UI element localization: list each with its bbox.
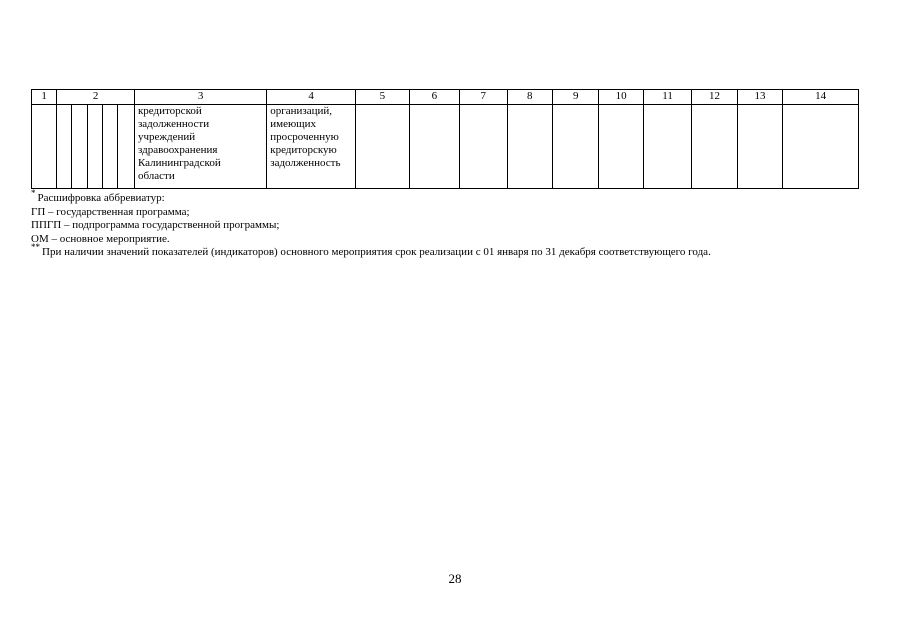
cell-line: организаций, [270,105,333,117]
table-cell [32,105,57,189]
table-cell-col3 [134,105,266,189]
cell-line: кредиторскую [270,144,337,156]
table-cell [737,105,782,189]
cell-line: просроченную [270,131,339,143]
header-cell: 3 [134,90,266,105]
header-cell: 12 [692,90,737,105]
header-cell: 8 [507,90,552,105]
footnote-ppgp: ППГП – подпрограмма государственной программы; [31,219,280,231]
header-cell: 9 [552,90,598,105]
footnote-note [31,242,871,260]
cell-line: задолженность [270,157,341,169]
table-cell [460,105,507,189]
table-cell [409,105,459,189]
table-cell [87,105,102,189]
cell-line: имеющих [270,118,317,130]
data-table [31,89,859,189]
header-cell: 6 [409,90,459,105]
table-cell [117,105,134,189]
table-cell [783,105,859,189]
table-cell [57,105,72,189]
table-cell-col4 [267,105,356,189]
cell-line: кредиторской [137,105,202,117]
table-row [32,105,859,189]
header-cell: 1 [32,90,57,105]
cell-line: задолженности [137,118,210,130]
table-cell [692,105,737,189]
footnote-om: ОМ – основное мероприятие. [31,232,170,245]
header-cell: 4 [267,90,356,105]
header-cell: 5 [356,90,410,105]
footnotes [31,188,871,260]
table-cell [599,105,643,189]
header-cell: 10 [599,90,643,105]
table-header-row [32,90,859,105]
cell-line: здравоохранения [137,144,218,156]
table-cell [72,105,87,189]
cell-line: области [137,170,175,182]
footnote-gp: ГП – государственная программа; [31,205,190,218]
header-cell: 2 [57,90,135,105]
cell-line: учреждений [137,131,196,143]
table-cell [507,105,552,189]
footnote-abbreviations-title [31,188,871,206]
header-cell: 13 [737,90,782,105]
header-cell: 7 [460,90,507,105]
footnote-marker: ** [31,242,40,253]
cell-line: Калининградской [137,157,221,169]
header-cell: 14 [783,90,859,105]
footnote-title-text: Расшифровка аббревиатур: [37,192,165,204]
footnote-marker: * [31,188,36,199]
header-cell: 11 [643,90,691,105]
table-cell [643,105,691,189]
table-cell [356,105,410,189]
page-number: 28 [448,571,462,586]
table-cell [552,105,598,189]
footnote-note-text: При наличии значений показателей (индикаторов) основного мероприятия срок реализации с 01 января по 31 декабря соответствующего года. [42,246,711,258]
table-cell [102,105,117,189]
